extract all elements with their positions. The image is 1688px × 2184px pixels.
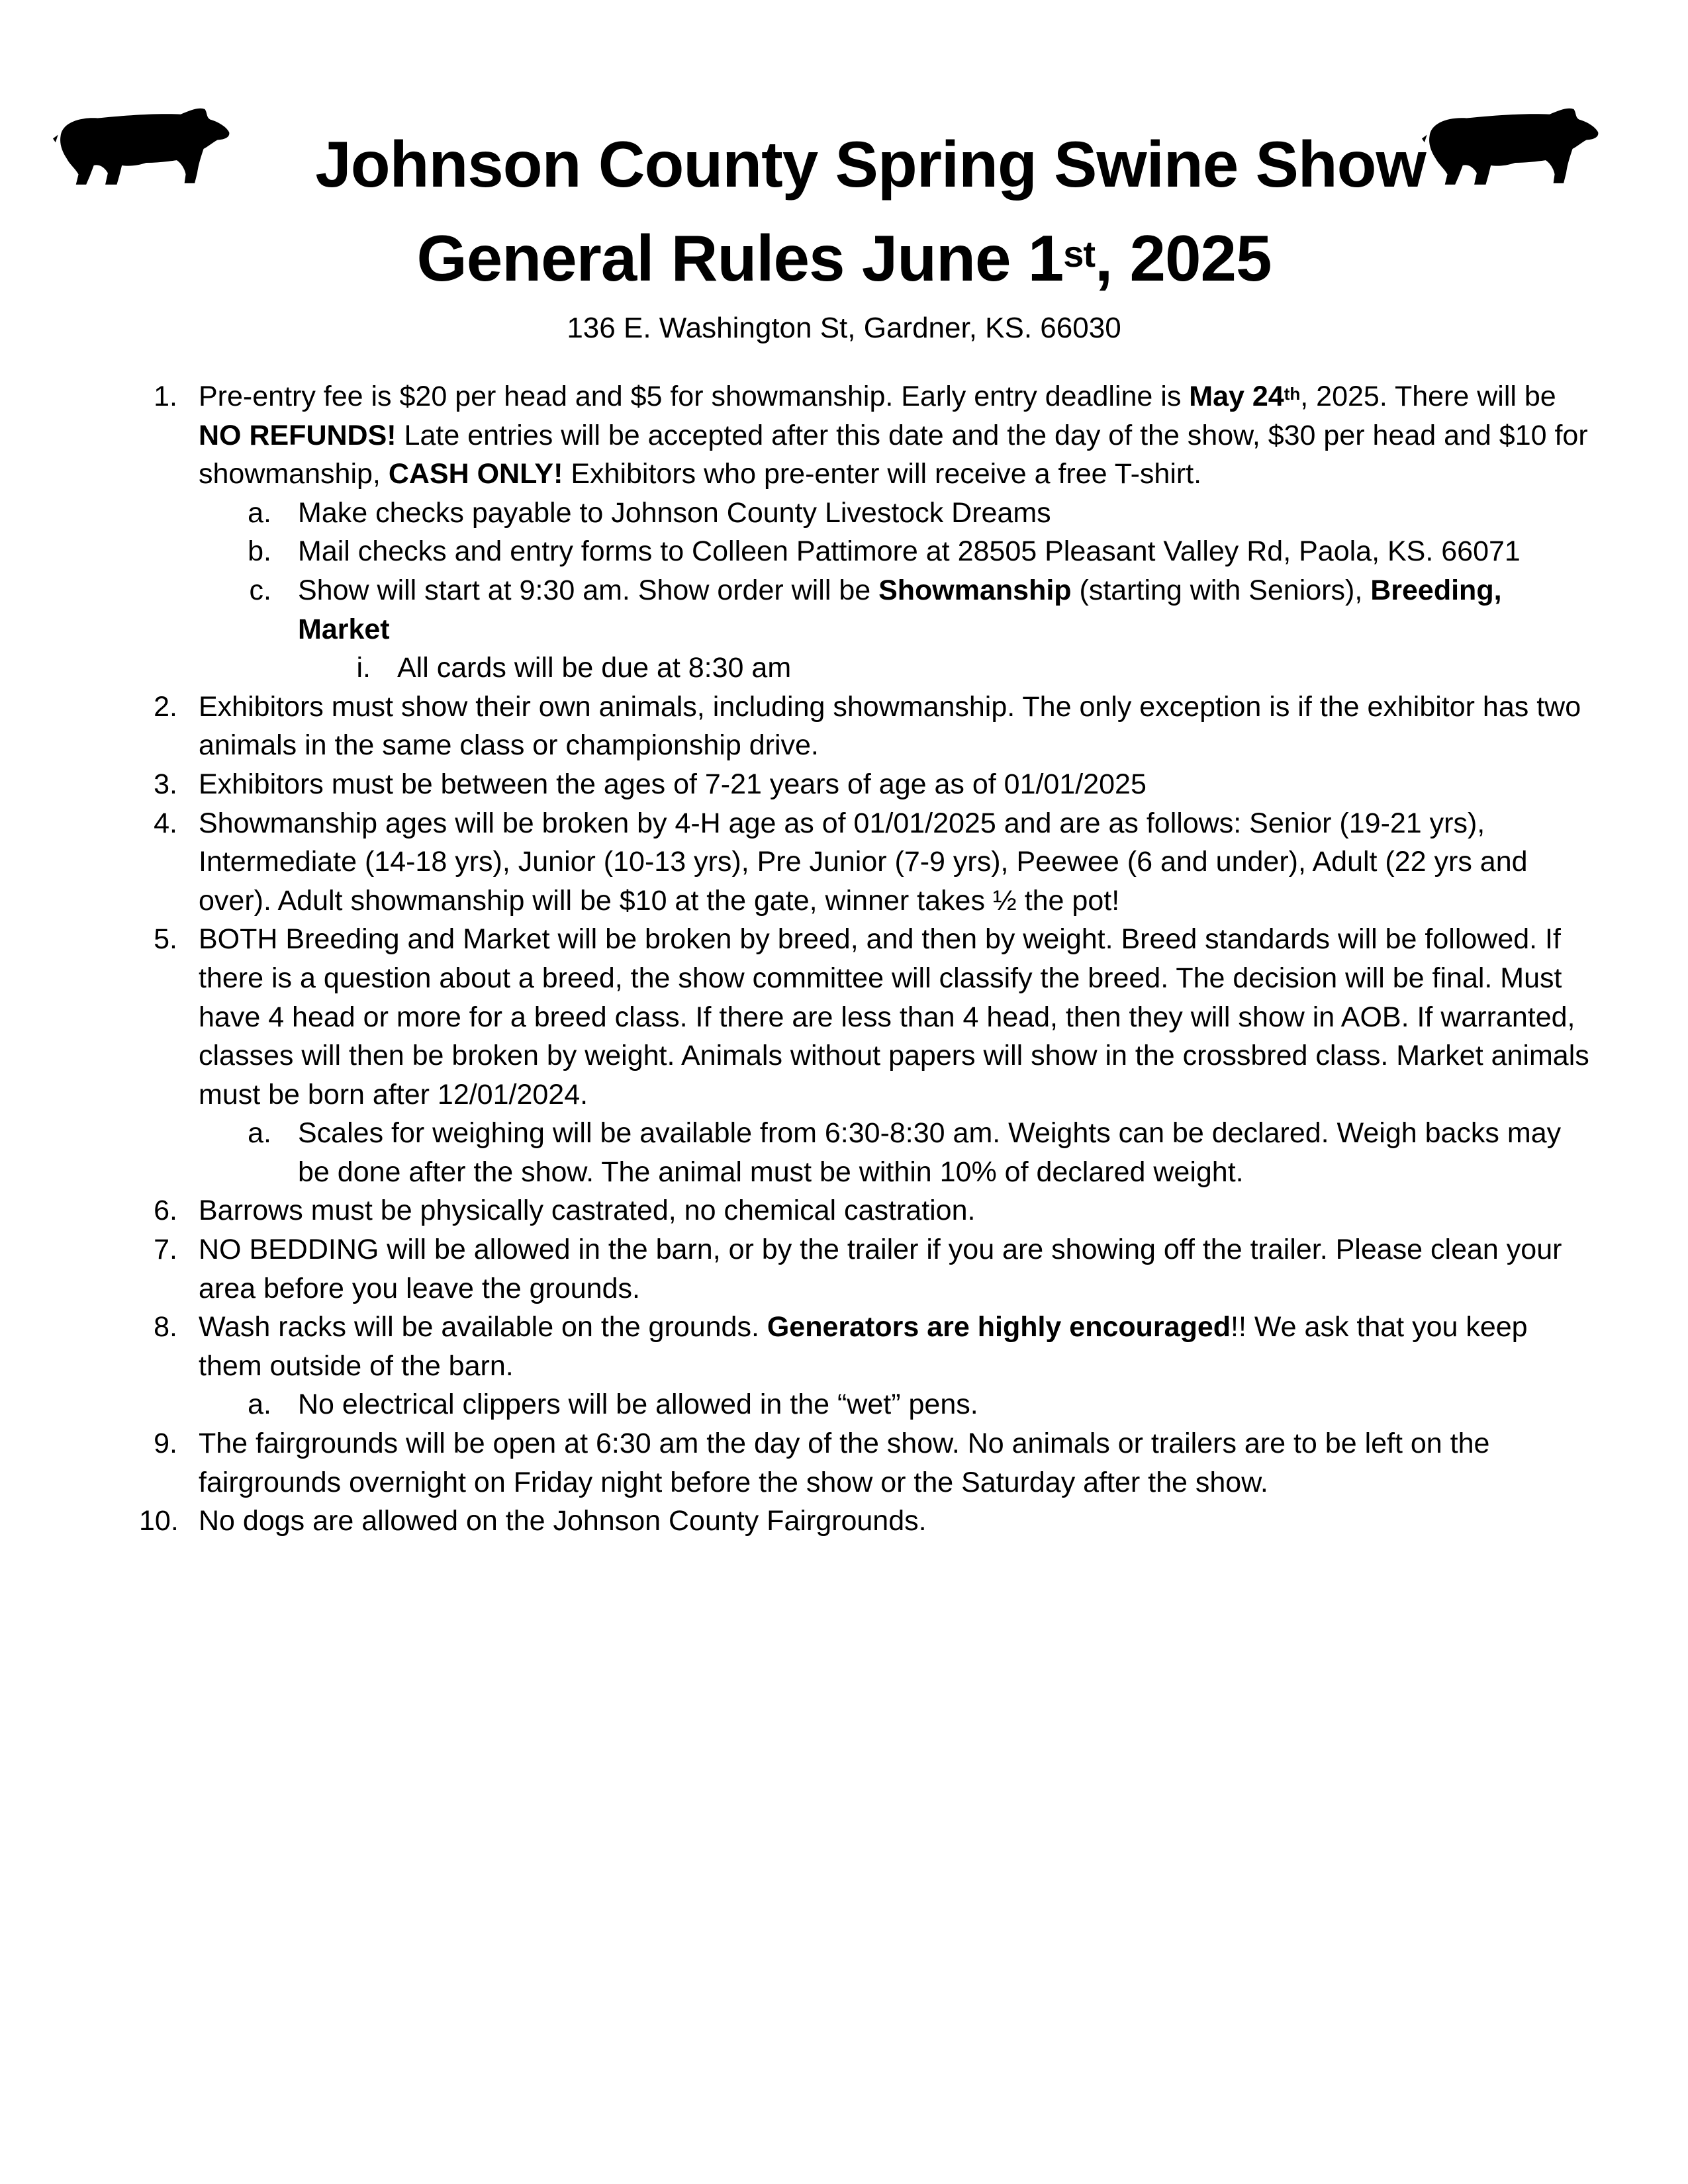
rule-text: Exhibitors must be between the ages of 7-21 years of age as of 01/01/2025	[199, 768, 1147, 800]
rule-2	[0, 688, 1688, 765]
rule-text: BOTH Breeding and Market will be broken by breed, and then by weight. Breed standards will be followed. If there is a question about a breed, the show committee will classify the breed. The decision will be final. Must have 4 head or more for a breed class. If there are less than 4 head, then they will show in AOB. If warranted, classes will then be broken by weight. Animals without papers will show in the crossbred class. Market animals must be born after 12/01/2024.	[199, 923, 1589, 1111]
rules-list	[0, 377, 1688, 1541]
rule-10	[0, 1502, 1688, 1541]
address: 136 E. Washington St, Gardner, KS. 66030	[567, 312, 1121, 344]
deadline-date: May 24	[1189, 381, 1284, 412]
rule-number: i.	[356, 652, 371, 684]
rule-text: Exhibitors must show their own animals, including showmanship. The only exception is if the exhibitor has two animals in the same class or championship drive.	[199, 690, 1581, 762]
rule-text-part: !! We ask that you keep them outside of the barn.	[199, 1311, 1528, 1382]
rule-text	[199, 1308, 1595, 1385]
showmanship-emphasis: Showmanship	[878, 574, 1072, 606]
rule-text-part: (starting with Seniors),	[1071, 574, 1371, 606]
rule-text: All cards will be due at 8:30 am	[397, 652, 792, 684]
rule-1c	[0, 571, 1688, 649]
rule-text: Mail checks and entry forms to Colleen Pattimore at 28505 Pleasant Valley Rd, Paola, KS. 66071	[298, 535, 1521, 568]
rule-text: The fairgrounds will be open at 6:30 am the day of the show. No animals or trailers are to be left on the fairgrounds overnight on Friday night before the show or the Saturday after the show.	[199, 1428, 1490, 1498]
rule-text: No dogs are allowed on the Johnson County Fairgrounds.	[199, 1505, 927, 1537]
rule-number: 1.	[154, 381, 177, 412]
subtitle-ordinal: st	[1063, 233, 1096, 275]
no-refunds-emphasis: NO REFUNDS!	[199, 419, 397, 451]
rule-3	[0, 765, 1688, 804]
rule-number: 7.	[154, 1234, 177, 1266]
rule-8a	[0, 1385, 1688, 1424]
page-subtitle	[0, 218, 1688, 298]
rule-number: 10.	[139, 1505, 179, 1537]
rule-text-part: Pre-entry fee is $20 per head and $5 for showmanship. Early entry deadline is	[199, 381, 1190, 412]
subtitle-main: General Rules June 1	[416, 222, 1064, 295]
rule-text: Barrows must be physically castrated, no chemical castration.	[199, 1195, 976, 1227]
subtitle-year: , 2025	[1095, 222, 1272, 295]
rule-number: 3.	[154, 768, 177, 800]
ordinal-suffix: th	[1284, 384, 1301, 404]
rule-number: a.	[248, 1388, 271, 1421]
rule-text	[199, 377, 1595, 494]
rule-text: Showmanship ages will be broken by 4-H age as of 01/01/2025 and are as follows: Senior (19-21 yrs), Intermediate (14-18 yrs), Junior (10-13 yrs), Pre Junior (7-9 yrs), Peewee (6 and under), Adult (22 yrs and over). Adult showmanship will be $10 at the gate, winner takes ½ the pot!	[199, 807, 1528, 917]
rule-5a	[0, 1114, 1688, 1191]
rule-text: No electrical clippers will be allowed in the “wet” pens.	[298, 1388, 978, 1421]
rule-number: 2.	[154, 690, 177, 723]
generators-emphasis: Generators are highly encouraged	[767, 1311, 1231, 1343]
rule-1b	[0, 532, 1688, 571]
cash-only-emphasis: CASH ONLY!	[388, 458, 563, 490]
breeding-market-emphasis: Breeding, Market	[298, 574, 1502, 645]
rule-1c-i	[0, 649, 1688, 688]
rule-1a	[0, 494, 1688, 533]
rule-number: a.	[248, 496, 271, 529]
rule-number: 5.	[154, 923, 177, 956]
rule-number: a.	[248, 1117, 271, 1150]
rule-number: 9.	[154, 1428, 177, 1460]
rule-number: 4.	[154, 807, 177, 839]
rule-text-part: Exhibitors who pre-enter will receive a free T-shirt.	[563, 458, 1202, 490]
rule-text-part: Wash racks will be available on the grounds.	[199, 1311, 767, 1343]
rule-number: b.	[248, 535, 271, 568]
rule-5	[0, 920, 1688, 1114]
rule-4	[0, 804, 1688, 921]
rule-8	[0, 1308, 1688, 1385]
rule-1	[0, 377, 1688, 494]
rule-7	[0, 1230, 1688, 1308]
rule-9	[0, 1424, 1688, 1502]
rule-text: Make checks payable to Johnson County Livestock Dreams	[298, 496, 1051, 529]
rule-text: NO BEDDING will be allowed in the barn, or by the trailer if you are showing off the trailer. Please clean your area before you leave the grounds.	[199, 1234, 1562, 1304]
rule-number: 6.	[154, 1195, 177, 1227]
rule-6	[0, 1191, 1688, 1230]
rule-number: c.	[249, 574, 271, 606]
rule-text-part: , 2025. There will be	[1300, 381, 1556, 412]
page-title: Johnson County Spring Swine Show	[315, 128, 1426, 201]
rule-text-part: Late entries will be accepted after this date and the day of the show, $30 per head and $10 for showmanship,	[199, 419, 1588, 490]
rule-text	[298, 571, 1595, 649]
rule-number: 8.	[154, 1311, 177, 1343]
rule-text: Scales for weighing will be available from 6:30-8:30 am. Weights can be declared. Weigh backs may be done after the show. The animal must be within 10% of declared weight.	[298, 1117, 1562, 1188]
rule-text-part: Show will start at 9:30 am. Show order will be	[298, 574, 879, 606]
